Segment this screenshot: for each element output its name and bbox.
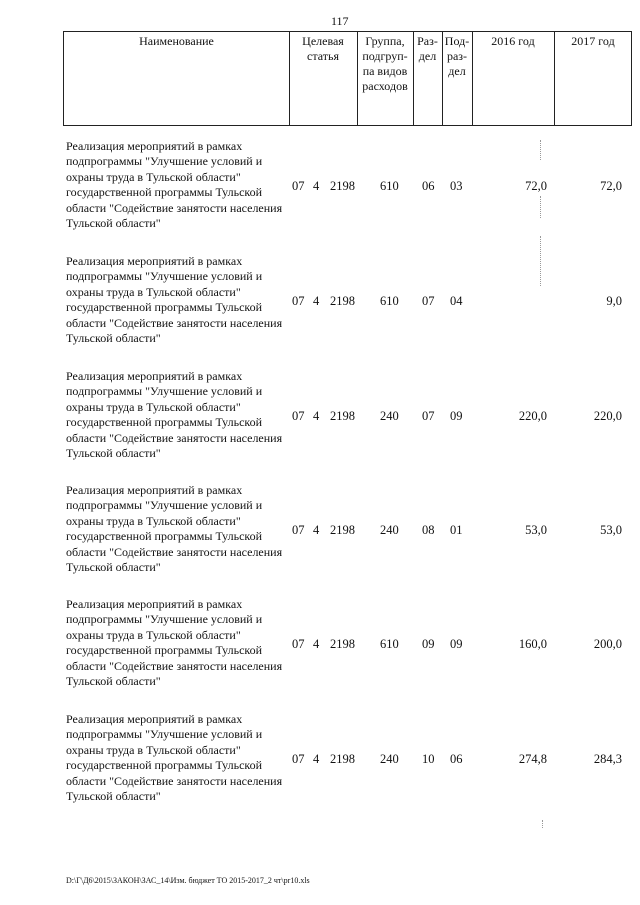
table-row (0, 369, 640, 469)
row-subsection: 09 (450, 637, 463, 651)
row-target-3: 2198 (330, 637, 355, 651)
row-name: Реализация мероприятий в рамках подпрограммы "Улучшение условий и охраны труда в Тульской области" государственной программы Тульской области "Содействие занятости населения Тульской области" (66, 254, 283, 346)
header-name: Наименование (139, 34, 214, 48)
row-section: 07 (422, 294, 435, 308)
row-section: 06 (422, 179, 435, 193)
file-path-footer: D:\Г\Д6\2015\ЗАКОН\ЗАС_14\Изм. бюджет ТО 2015-2017_2 чт\pr10.xls (66, 876, 310, 885)
row-subsection: 09 (450, 409, 463, 423)
scan-artifact (540, 140, 542, 160)
row-target-1: 07 (292, 752, 305, 766)
row-target-1: 07 (292, 179, 305, 193)
header-group: Группа, подгруп- па видов расходов (362, 34, 408, 93)
table-row (0, 139, 640, 239)
header-year-2017: 2017 год (571, 34, 615, 48)
row-subsection: 06 (450, 752, 463, 766)
row-name: Реализация мероприятий в рамках подпрограммы "Улучшение условий и охраны труда в Тульской области" государственной программы Тульской области "Содействие занятости населения Тульской области" (66, 483, 283, 575)
row-target-3: 2198 (330, 294, 355, 308)
header-year-2016: 2016 год (491, 34, 535, 48)
row-group: 240 (380, 409, 399, 423)
row-name: Реализация мероприятий в рамках подпрограммы "Улучшение условий и охраны труда в Тульской области" государственной программы Тульской области "Содействие занятости населения Тульской области" (66, 712, 283, 804)
table-header (63, 31, 632, 126)
row-section: 08 (422, 523, 435, 537)
row-subsection: 03 (450, 179, 463, 193)
row-value-2016: 72,0 (525, 179, 547, 193)
row-target-2: 4 (313, 409, 320, 423)
row-target-2: 4 (313, 752, 320, 766)
row-target-3: 2198 (330, 409, 355, 423)
row-target-1: 07 (292, 294, 305, 308)
row-group: 610 (380, 294, 399, 308)
row-value-2016: 160,0 (518, 637, 547, 651)
header-section: Раз- дел (417, 34, 438, 63)
row-section: 09 (422, 637, 435, 651)
row-name: Реализация мероприятий в рамках подпрограммы "Улучшение условий и охраны труда в Тульской области" государственной программы Тульской области "Содействие занятости населения Тульской области" (66, 369, 283, 461)
row-subsection: 01 (450, 523, 463, 537)
row-target-2: 4 (313, 179, 320, 193)
row-value-2017: 9,0 (606, 294, 622, 308)
row-value-2017: 200,0 (593, 637, 622, 651)
row-target-2: 4 (313, 637, 320, 651)
table-row (0, 483, 640, 583)
table-row (0, 712, 640, 812)
row-name: Реализация мероприятий в рамках подпрограммы "Улучшение условий и охраны труда в Тульской области" государственной программы Тульской области "Содействие занятости населения Тульской области" (66, 597, 283, 689)
row-target-3: 2198 (330, 752, 355, 766)
row-target-1: 07 (292, 409, 305, 423)
scan-artifact (540, 196, 542, 218)
row-value-2017: 53,0 (600, 523, 622, 537)
row-target-1: 07 (292, 637, 305, 651)
row-group: 240 (380, 523, 399, 537)
row-target-2: 4 (313, 523, 320, 537)
header-target: Целевая статья (302, 34, 344, 63)
row-section: 07 (422, 409, 435, 423)
row-value-2017: 72,0 (600, 179, 622, 193)
row-subsection: 04 (450, 294, 463, 308)
row-value-2016: 53,0 (525, 523, 547, 537)
row-value-2017: 284,3 (593, 752, 622, 766)
row-value-2016: 274,8 (518, 752, 547, 766)
row-group: 240 (380, 752, 399, 766)
scan-artifact (542, 820, 544, 828)
row-name: Реализация мероприятий в рамках подпрограммы "Улучшение условий и охраны труда в Тульской области" государственной программы Тульской области "Содействие занятости населения Тульской области" (66, 139, 283, 231)
row-section: 10 (422, 752, 435, 766)
row-target-3: 2198 (330, 179, 355, 193)
row-target-3: 2198 (330, 523, 355, 537)
table-row (0, 597, 640, 697)
row-value-2016: 220,0 (518, 409, 547, 423)
table-row (0, 254, 640, 354)
row-group: 610 (380, 179, 399, 193)
row-value-2017: 220,0 (593, 409, 622, 423)
header-subsection: Под- раз- дел (444, 34, 470, 78)
row-target-1: 07 (292, 523, 305, 537)
row-target-2: 4 (313, 294, 320, 308)
scan-artifact (540, 236, 542, 286)
row-group: 610 (380, 637, 399, 651)
page-number: 117 (331, 14, 349, 28)
